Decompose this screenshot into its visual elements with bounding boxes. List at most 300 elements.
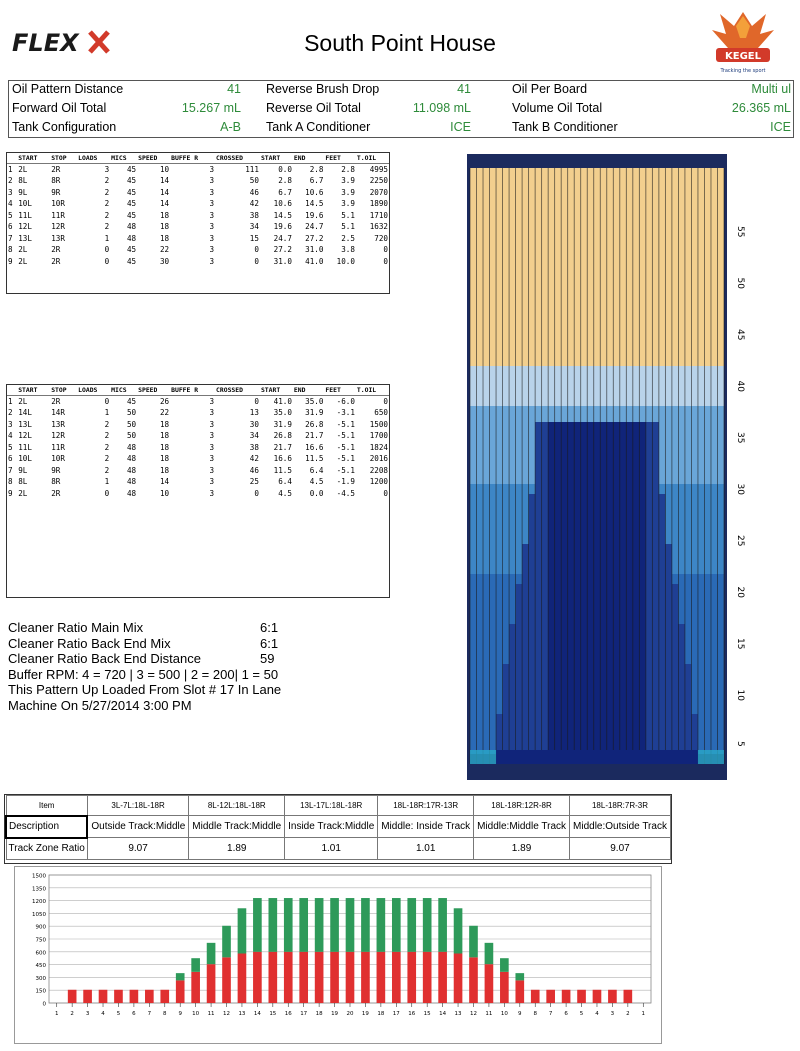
column-header: MICS: [110, 385, 137, 396]
param-label: Forward Oil Total: [12, 101, 107, 115]
table-cell: 0: [104, 245, 110, 255]
table-cell: 0.0: [309, 488, 324, 498]
table-cell: 31.0: [273, 256, 292, 266]
chart-bar: [454, 908, 463, 953]
chart-bar: [500, 958, 509, 972]
x-tick-label: 9: [178, 1011, 182, 1017]
table-cell: 18: [159, 454, 170, 464]
chart-bar: [515, 973, 524, 980]
table-cell: 10: [159, 488, 170, 498]
column-header: BUFFE R: [170, 385, 215, 396]
table-cell: 24.7: [273, 233, 292, 243]
x-tick-label: 5: [579, 1011, 584, 1017]
table-cell: 1710: [369, 210, 388, 220]
table-header-row: [7, 153, 389, 164]
table-cell: 720: [374, 233, 388, 243]
table-cell: 2R: [51, 488, 61, 498]
x-tick-label: 1: [641, 1011, 646, 1017]
table-cell: 26.8: [273, 431, 292, 441]
chart-bar: [191, 972, 200, 1003]
track-zone-ratio: 9.07: [569, 838, 670, 860]
x-tick-label: 8: [533, 1011, 537, 1017]
track-zone-description: Inside Track:Middle: [285, 816, 378, 838]
table-cell: 50: [126, 419, 137, 429]
table-cell: 38: [249, 210, 259, 220]
table-cell: 50: [126, 408, 137, 418]
table-cell: 35.0: [273, 408, 292, 418]
table-cell: 3: [209, 465, 215, 475]
table-cell: 10R: [51, 454, 65, 464]
param-value: 26.365 mL: [731, 101, 791, 115]
table-row: [7, 233, 389, 245]
track-zone-ratio: 1.89: [189, 838, 285, 860]
cleaner-notes: [8, 620, 448, 713]
table-cell: 3: [209, 488, 215, 498]
table-cell: 19.6: [273, 222, 292, 232]
table-cell: 10L: [18, 454, 32, 464]
note-label: Cleaner Ratio Main Mix: [8, 620, 144, 635]
chart-svg: [15, 867, 663, 1045]
chart-bar: [268, 898, 277, 952]
table-cell: 48: [126, 454, 137, 464]
table-cell: 3: [209, 187, 215, 197]
note-row: [8, 667, 448, 683]
table-cell: 1: [104, 477, 110, 487]
table-cell: 22: [159, 245, 170, 255]
chart-bar: [253, 898, 262, 952]
table-row: [7, 210, 389, 222]
y-tick-label: 1200: [32, 899, 46, 906]
param-value: A-B: [220, 120, 241, 134]
table-cell: 26.8: [305, 419, 324, 429]
column-header: START: [260, 385, 293, 396]
distance-tick-label: 10: [735, 689, 745, 701]
table-cell: 46: [249, 187, 259, 197]
table-cell: 14R: [51, 408, 65, 418]
column-header: STOP: [50, 385, 77, 396]
kegel-logo: [706, 4, 780, 78]
table-cell: 1200: [369, 477, 388, 487]
note-row: [8, 636, 448, 652]
table-cell: 9R: [51, 187, 61, 197]
distance-tick-label: 5: [735, 741, 745, 747]
table-cell: 2016: [369, 454, 388, 464]
table-cell: 41.0: [305, 256, 324, 266]
table-cell: 21.7: [305, 431, 324, 441]
table-cell: 8: [8, 477, 13, 487]
table-cell: 2: [104, 199, 110, 209]
chart-bar: [99, 990, 108, 1003]
x-tick-label: 2: [626, 1011, 630, 1017]
table-cell: 4: [8, 431, 13, 441]
table-cell: 42: [249, 199, 259, 209]
track-zone-item: 18L-18R:7R-3R: [569, 796, 670, 816]
table-cell: 7: [8, 465, 13, 475]
param-value: 15.267 mL: [181, 101, 241, 115]
table-cell: 30: [159, 256, 170, 266]
note-row: [8, 651, 448, 667]
track-zone-ratio: 9.07: [87, 838, 189, 860]
chart-bar: [330, 898, 339, 952]
x-tick-label: 15: [269, 1011, 277, 1017]
column-header: T.OIL: [356, 385, 389, 396]
table-cell: -3.1: [336, 408, 355, 418]
note-label: Machine On 5/27/2014 3:00 PM: [8, 697, 192, 713]
table-cell: 24.7: [305, 222, 324, 232]
x-tick-label: 14: [439, 1011, 447, 1017]
chart-bar: [315, 952, 324, 1003]
chart-bar: [485, 964, 494, 1003]
table-cell: 2: [104, 176, 110, 186]
table-row: [7, 488, 389, 500]
note-label: Cleaner Ratio Back End Mix: [8, 635, 171, 651]
param-label: Tank Configuration: [12, 120, 117, 134]
table-cell: 2: [8, 408, 13, 418]
table-cell: -6.0: [336, 397, 355, 406]
table-cell: 41.0: [273, 397, 292, 406]
x-tick-label: 5: [116, 1011, 121, 1017]
note-row: [8, 698, 448, 714]
x-tick-label: 12: [223, 1011, 231, 1017]
table-row: [7, 465, 389, 477]
chart-bar: [624, 990, 633, 1003]
table-cell: 25: [249, 477, 259, 487]
distance-tick-label: 40: [735, 380, 745, 392]
chart-bar: [577, 990, 586, 1003]
chart-bar: [361, 898, 370, 952]
table-cell: 2: [104, 222, 110, 232]
reverse-pass-table: [6, 384, 390, 598]
table-cell: 2R: [51, 245, 61, 255]
kegel-logo-text: KEGEL: [725, 51, 761, 62]
track-zone-ratio: 1.89: [474, 838, 570, 860]
distance-tick-label: 20: [735, 586, 745, 598]
x-tick-label: 15: [423, 1011, 431, 1017]
y-tick-label: 1050: [32, 911, 46, 918]
chart-bar: [207, 943, 216, 964]
table-cell: 3: [209, 431, 215, 441]
chart-bar: [392, 952, 401, 1003]
table-cell: 35.0: [305, 397, 324, 406]
param-label: Oil Per Board: [512, 82, 588, 96]
table-cell: 45: [126, 187, 137, 197]
table-cell: 16.6: [305, 442, 324, 452]
x-tick-label: 2: [70, 1011, 74, 1017]
x-tick-label: 1: [54, 1011, 59, 1017]
table-cell: 3: [209, 222, 215, 232]
column-header: START: [260, 153, 293, 164]
chart-bar: [238, 954, 247, 1003]
x-tick-label: 4: [595, 1011, 599, 1017]
chart-bar: [176, 980, 185, 1003]
oil-pattern-graphic: [467, 154, 727, 780]
table-row: [7, 453, 389, 465]
note-label: Buffer RPM: 4 = 720 | 3 = 500 | 2 = 200| 1 = 50: [8, 666, 279, 682]
table-cell: 13L: [18, 419, 32, 429]
x-tick-label: 4: [101, 1011, 105, 1017]
table-cell: 650: [374, 408, 388, 418]
x-tick-label: 13: [238, 1011, 246, 1017]
param-label: Tank A Conditioner: [266, 120, 371, 134]
table-cell: 27.2: [273, 245, 292, 255]
chart-bar: [238, 908, 247, 953]
table-cell: 46: [249, 465, 259, 475]
y-tick-label: 150: [35, 988, 46, 995]
table-cell: 45: [126, 199, 137, 209]
table-cell: 3: [209, 199, 215, 209]
chart-bar: [546, 990, 555, 1003]
table-cell: 6.4: [278, 477, 292, 487]
column-header: START: [17, 153, 50, 164]
table-row: [7, 396, 389, 408]
table-cell: -5.1: [336, 442, 355, 452]
param-label: Reverse Oil Total: [266, 101, 361, 115]
table-cell: 10.6: [305, 187, 324, 197]
chart-bar: [515, 980, 524, 1003]
table-cell: 2R: [51, 165, 61, 174]
table-cell: 14.5: [273, 210, 292, 220]
table-cell: 18: [159, 442, 170, 452]
x-tick-label: 3: [85, 1011, 90, 1017]
param-value: Multi ul: [751, 82, 791, 96]
table-row: [7, 187, 389, 199]
distance-tick-label: 30: [735, 483, 745, 495]
table-cell: 3: [209, 419, 215, 429]
table-cell: 50: [126, 431, 137, 441]
table-row: [7, 419, 389, 431]
table-cell: 4995: [369, 165, 388, 174]
table-cell: 1500: [369, 419, 388, 429]
chart-bar: [346, 898, 355, 952]
table-cell: 0.0: [278, 165, 292, 174]
column-header: [7, 385, 17, 396]
table-cell: 6.4: [309, 465, 324, 475]
track-zone-description-row: [6, 816, 671, 838]
table-cell: 1: [104, 408, 110, 418]
table-cell: 2250: [369, 176, 388, 186]
chart-bar: [330, 952, 339, 1003]
x-tick-label: 12: [469, 1011, 477, 1017]
table-cell: 8L: [18, 477, 28, 487]
column-header: START: [17, 385, 50, 396]
table-cell: 3.9: [341, 199, 355, 209]
x-tick-label: 17: [392, 1011, 400, 1017]
table-cell: 2L: [18, 256, 28, 266]
table-cell: -5.1: [336, 454, 355, 464]
table-row: [7, 256, 389, 268]
column-header: [7, 153, 17, 164]
chart-bar: [608, 990, 617, 1003]
param-label: Reverse Brush Drop: [266, 82, 380, 96]
table-cell: 16.6: [273, 454, 292, 464]
x-tick-label: 6: [564, 1011, 568, 1017]
track-zone-table: [4, 794, 672, 864]
table-cell: -5.1: [336, 419, 355, 429]
table-cell: 30: [249, 419, 259, 429]
chart-bar: [593, 990, 602, 1003]
param-label: Volume Oil Total: [512, 101, 603, 115]
track-zone-description: Middle: Inside Track: [378, 816, 474, 838]
chart-bar: [469, 957, 478, 1003]
track-zone-item-row: [6, 796, 671, 816]
kegel-tagline: Tracking the sport: [720, 68, 766, 74]
table-cell: 6.7: [309, 176, 324, 186]
table-header-row: [7, 385, 389, 396]
table-cell: 4.5: [278, 488, 292, 498]
track-zone-ratio-label: Track Zone Ratio: [6, 838, 87, 860]
column-header: SPEED: [137, 385, 170, 396]
track-zone-description-label: Description: [6, 816, 87, 838]
chart-bar: [346, 952, 355, 1003]
chart-bar: [438, 898, 447, 952]
x-tick-label: 17: [300, 1011, 308, 1017]
table-cell: 2: [8, 176, 13, 186]
table-cell: 9L: [18, 187, 28, 197]
distance-tick-label: 25: [735, 535, 745, 547]
table-cell: 22: [159, 408, 170, 418]
param-label: Oil Pattern Distance: [12, 82, 124, 96]
table-cell: 111: [245, 165, 259, 174]
column-header: FEET: [324, 385, 356, 396]
table-cell: 8: [8, 245, 13, 255]
column-header: SPEED: [137, 153, 170, 164]
track-zone-description: Outside Track:Middle: [87, 816, 189, 838]
table-cell: 45: [126, 245, 137, 255]
table-cell: 2: [104, 187, 110, 197]
table-cell: 31.0: [305, 245, 324, 255]
param-value: ICE: [450, 120, 471, 134]
x-tick-label: 7: [548, 1011, 553, 1017]
pattern-parameters: [8, 80, 794, 138]
table-cell: 0: [254, 256, 259, 266]
chart-bar: [500, 972, 509, 1003]
table-cell: 2: [104, 442, 110, 452]
table-cell: 18: [159, 465, 170, 475]
chart-bar: [284, 952, 293, 1003]
table-cell: 34: [249, 222, 259, 232]
table-cell: 18: [159, 431, 170, 441]
table-cell: 2L: [18, 245, 28, 255]
x-tick-label: 16: [284, 1011, 292, 1017]
table-cell: 5.1: [341, 210, 355, 220]
table-cell: 2.8: [278, 176, 292, 186]
table-cell: 9: [8, 256, 13, 266]
table-cell: 31.9: [305, 408, 324, 418]
param-value: ICE: [770, 120, 791, 134]
column-header: STOP: [50, 153, 77, 164]
table-cell: 13R: [51, 233, 65, 243]
table-cell: 5: [8, 442, 13, 452]
x-tick-label: 18: [315, 1011, 323, 1017]
y-tick-label: 750: [35, 937, 46, 944]
chart-bar: [423, 952, 432, 1003]
table-row: [7, 198, 389, 210]
y-tick-label: 900: [35, 924, 46, 931]
column-header: T.OIL: [356, 153, 389, 164]
table-cell: 19.6: [305, 210, 324, 220]
track-zone-ratio: 1.01: [285, 838, 378, 860]
table-cell: 1: [8, 397, 13, 406]
table-cell: 3: [209, 245, 215, 255]
table-cell: 48: [126, 488, 137, 498]
chart-bar: [191, 958, 200, 972]
y-tick-label: 450: [35, 963, 46, 970]
table-cell: 1: [8, 165, 13, 174]
flex-logo-text: FLEX: [12, 29, 79, 56]
chart-bar: [83, 990, 92, 1003]
table-cell: 14.5: [305, 199, 324, 209]
table-cell: 1890: [369, 199, 388, 209]
chart-bar: [68, 990, 77, 1003]
table-row: [7, 164, 389, 176]
note-value: 6:1: [260, 620, 279, 635]
param-label: Tank B Conditioner: [512, 120, 618, 134]
table-cell: 26: [159, 397, 170, 406]
table-cell: 10L: [18, 199, 32, 209]
chart-bar: [469, 926, 478, 958]
table-cell: 2.8: [341, 165, 355, 174]
x-tick-label: 9: [518, 1011, 522, 1017]
table-cell: 9L: [18, 465, 28, 475]
table-cell: 14: [159, 187, 170, 197]
x-tick-label: 8: [163, 1011, 167, 1017]
table-cell: 0: [254, 245, 259, 255]
chart-bar: [114, 990, 123, 1003]
track-zone-item-label: Item: [6, 796, 87, 816]
table-cell: 11R: [51, 210, 65, 220]
track-zone-item: 13L-17L:18L-18R: [285, 796, 378, 816]
table-cell: 6.7: [278, 187, 292, 197]
table-cell: 1: [104, 233, 110, 243]
chart-bar: [268, 952, 277, 1003]
table-cell: 0: [383, 397, 388, 406]
table-cell: 3: [104, 165, 110, 174]
table-cell: 45: [126, 210, 137, 220]
y-tick-label: 1500: [32, 873, 46, 880]
table-cell: 12L: [18, 222, 32, 232]
table-cell: 48: [126, 442, 137, 452]
x-tick-label: 7: [147, 1011, 152, 1017]
table-cell: 45: [126, 256, 137, 266]
chart-bar: [531, 990, 540, 1003]
track-zone-description: Middle Track:Middle: [189, 816, 285, 838]
table-cell: 4: [8, 199, 13, 209]
table-cell: 2: [104, 454, 110, 464]
table-cell: 31.9: [273, 419, 292, 429]
table-cell: -5.1: [336, 465, 355, 475]
chart-bar: [299, 898, 308, 952]
table-row: [7, 175, 389, 187]
table-cell: 5: [8, 210, 13, 220]
table-cell: -4.5: [336, 488, 355, 498]
table-cell: 0: [254, 488, 259, 498]
table-cell: 42: [249, 454, 259, 464]
page-title: South Point House: [304, 30, 496, 56]
table-cell: 12L: [18, 431, 32, 441]
table-cell: 12R: [51, 431, 65, 441]
pattern-distance-axis: [730, 154, 760, 780]
table-cell: 10.0: [336, 256, 355, 266]
table-row: [7, 407, 389, 419]
chart-bar: [207, 964, 216, 1003]
forward-pass-table: [6, 152, 390, 294]
column-header: LOADS: [77, 385, 110, 396]
table-cell: 14: [159, 477, 170, 487]
table-cell: 18: [159, 210, 170, 220]
table-cell: 2070: [369, 187, 388, 197]
table-cell: 18: [159, 222, 170, 232]
y-tick-label: 300: [35, 975, 46, 982]
